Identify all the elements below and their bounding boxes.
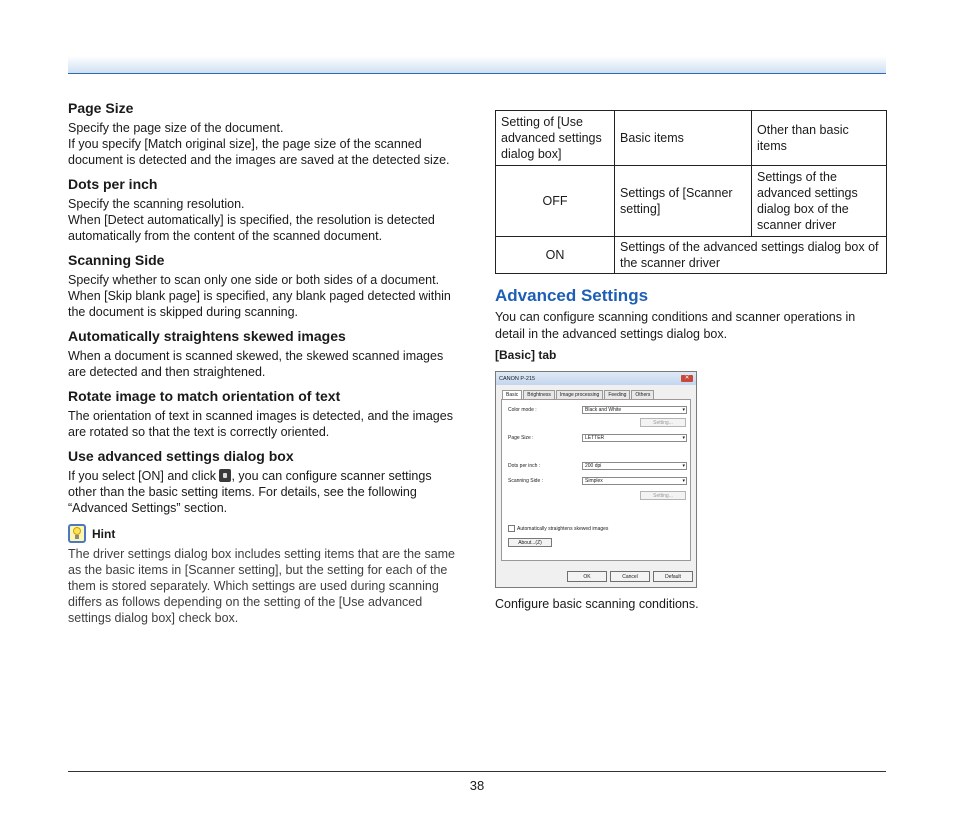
tab-feeding[interactable]: Feeding	[604, 390, 630, 399]
section-title: Dots per inch	[68, 176, 158, 192]
section-page-size	[68, 100, 463, 168]
table-header: Setting of [Use advanced settings dialog box]	[496, 111, 615, 166]
settings-icon	[219, 469, 231, 482]
checkbox-label: Automatically straightens skewed images	[517, 525, 609, 532]
table-header-row	[496, 111, 887, 166]
section-scanning-side	[68, 252, 463, 320]
page-size-select[interactable]: LETTER ▾	[582, 434, 687, 442]
page-size-label: Page Size :	[508, 435, 534, 441]
checkbox-icon[interactable]	[508, 525, 515, 532]
section-dots-per-inch	[68, 176, 463, 244]
section-text: When [Detect automatically] is specified, the resolution is detected automatically from the content of the scanned document.	[68, 213, 435, 243]
dialog-screenshot	[495, 371, 697, 588]
tab-brightness[interactable]: Brightness	[523, 390, 555, 399]
hint-heading	[68, 524, 463, 543]
color-mode-select[interactable]: Black and White ▾	[582, 406, 687, 414]
about-button[interactable]: About...(Z)	[508, 538, 552, 547]
color-mode-label: Color mode :	[508, 407, 537, 413]
section-text: If you specify [Match original size], the page size of the scanned document is detected and the images are saved at the detected size.	[68, 137, 450, 167]
section-title: Rotate image to match orientation of text	[68, 388, 341, 404]
ok-button[interactable]: OK	[567, 571, 607, 582]
section-text: Specify the page size of the document.	[68, 121, 284, 135]
lightbulb-icon	[68, 524, 86, 543]
section-text: The orientation of text in scanned images is detected, and the images are rotated so that the text is correctly oriented.	[68, 409, 453, 439]
page-number: 38	[469, 778, 485, 793]
tab-others[interactable]: Others	[631, 390, 654, 399]
scanning-side-select[interactable]: Simplex ▾	[582, 477, 687, 485]
table-header: Basic items	[615, 111, 752, 166]
dialog-title: CANON P-215	[499, 375, 536, 382]
section-title: Automatically straightens skewed images	[68, 328, 346, 344]
section-use-advanced	[68, 448, 463, 516]
text-before: If you select [ON] and click	[68, 469, 220, 483]
scanning-side-label: Scanning Side :	[508, 478, 544, 484]
dpi-select[interactable]: 200 dpi ▾	[582, 462, 687, 470]
settings-table-wrap	[495, 110, 887, 274]
footer-divider	[68, 771, 886, 772]
cancel-button[interactable]: Cancel	[610, 571, 650, 582]
section-text: Specify the scanning resolution.	[68, 197, 245, 211]
straighten-checkbox[interactable]	[508, 525, 608, 532]
section-rotate	[68, 388, 463, 440]
text-after: , you can configure scanner settings other than the basic setting items. For details, see the following “Advanced Settings” section.	[68, 469, 432, 515]
section-text: Specify whether to scan only one side or both sides of a document.	[68, 273, 440, 287]
hint-text: The driver settings dialog box includes setting items that are the same as the basic items in [Scanner setting], but the setting for each of the them is stored separately. Which settings are used during scanning differs as follows depending on the setting of the [Use advanced settings dialog box] check box.	[68, 547, 456, 625]
dialog-titlebar	[496, 372, 696, 385]
table-row	[496, 237, 887, 274]
settings-table	[495, 110, 887, 274]
default-button[interactable]: Default	[653, 571, 693, 582]
section-text	[68, 468, 463, 516]
table-cell: OFF	[496, 166, 615, 237]
advanced-settings-description: You can configure scanning conditions and scanner operations in detail in the advanced settings dialog box.	[495, 310, 856, 341]
dpi-label: Dots per inch :	[508, 463, 541, 469]
section-title: Use advanced settings dialog box	[68, 448, 294, 464]
table-cell: Settings of the advanced settings dialog box of the scanner driver	[752, 166, 887, 237]
table-header: Other than basic items	[752, 111, 887, 166]
dialog-caption: Configure basic scanning conditions.	[495, 597, 699, 611]
table-cell: Settings of [Scanner setting]	[615, 166, 752, 237]
section-straighten	[68, 328, 463, 380]
hint-label: Hint	[92, 526, 116, 541]
advanced-settings-heading: Advanced Settings	[495, 286, 649, 305]
basic-tab-label: [Basic] tab	[495, 348, 557, 362]
setting-button[interactable]: Setting...	[640, 491, 686, 500]
tab-image-processing[interactable]: Image processing	[556, 390, 603, 399]
table-cell: Settings of the advanced settings dialog box of the scanner driver	[615, 237, 887, 274]
close-icon[interactable]: ✕	[681, 375, 693, 382]
left-column	[68, 100, 463, 626]
header-bar	[68, 56, 886, 74]
section-text: When [Skip blank page] is specified, any blank paged detected within the document is skipped during scanning.	[68, 289, 451, 319]
dialog-tabs	[502, 390, 655, 399]
section-title: Page Size	[68, 100, 134, 116]
basic-panel	[501, 399, 691, 561]
setting-button[interactable]: Setting...	[640, 418, 686, 427]
section-text: When a document is scanned skewed, the skewed scanned images are detected and then straightened.	[68, 349, 444, 379]
tab-basic[interactable]: Basic	[502, 390, 522, 399]
section-title: Scanning Side	[68, 252, 165, 268]
table-cell: ON	[496, 237, 615, 274]
table-row	[496, 166, 887, 237]
